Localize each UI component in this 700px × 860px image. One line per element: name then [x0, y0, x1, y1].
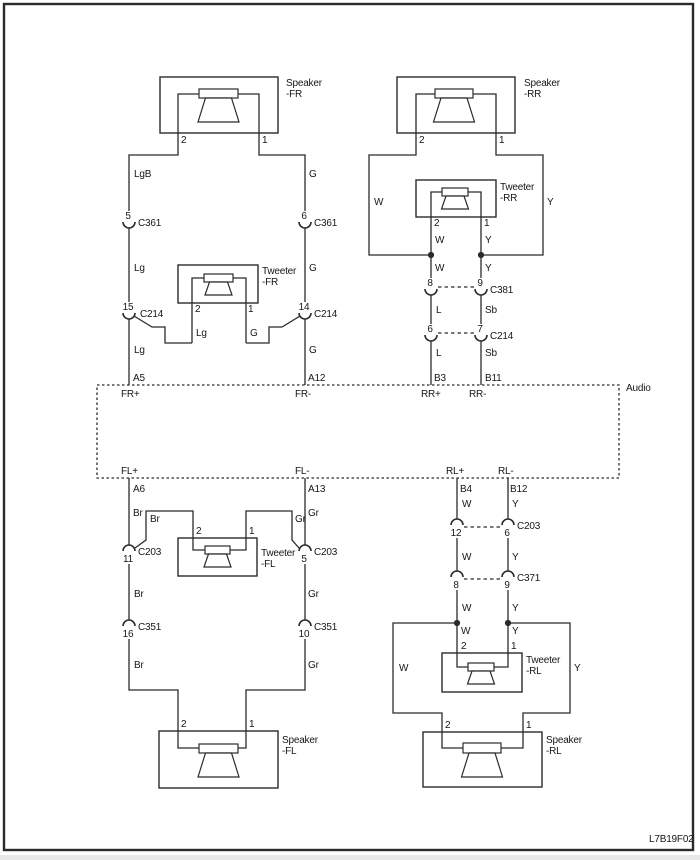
diagram-label: -FL [282, 746, 297, 757]
diagram-label: C381 [490, 285, 514, 296]
diagram-label: Y [547, 197, 554, 208]
wire [134, 316, 192, 343]
diagram-label: -RL [546, 746, 562, 757]
diagram-label: Lg [134, 263, 145, 274]
diagram-label: 2 [461, 641, 467, 652]
diagram-label: 8 [427, 278, 433, 289]
diagram-label: 6 [427, 324, 433, 335]
diagram-label: A13 [308, 484, 326, 495]
diagram-label: Audio [626, 383, 651, 394]
diagram-label: Gr [308, 660, 319, 671]
diagram-label: Tweeter [526, 655, 561, 666]
diagram-label: 1 [249, 719, 255, 730]
connector-arc [123, 313, 135, 319]
diagram-label: 1 [511, 641, 517, 652]
connector-arc [502, 571, 514, 577]
diagram-label: RL- [498, 466, 514, 477]
audio-unit-box [97, 385, 619, 478]
diagram-label: G [309, 345, 317, 356]
diagram-label: Speaker [524, 78, 560, 89]
diagram-label: RR+ [421, 389, 441, 400]
diagram-label: Lg [196, 328, 207, 339]
diagram-label: -RR [524, 89, 542, 100]
diagram-label: Tweeter [262, 266, 297, 277]
diagram-label: W [461, 626, 471, 637]
diagram-label: 2 [445, 720, 451, 731]
diagram-label: G [309, 169, 317, 180]
diagram-label: Tweeter [500, 182, 535, 193]
diagram-label: 14 [298, 302, 310, 313]
connector-arc [475, 289, 487, 295]
diagram-label: RR- [469, 389, 487, 400]
diagram-label: 7 [477, 324, 483, 335]
diagram-label: W [435, 263, 445, 274]
diagram-label: G [309, 263, 317, 274]
diagram-label: W [462, 552, 472, 563]
diagram-label: 9 [504, 580, 510, 591]
connector-arc [299, 313, 311, 319]
tweeter-rr-symbol-cone [442, 196, 469, 209]
diagram-label: C203 [314, 547, 338, 558]
connector-arc [475, 335, 487, 341]
diagram-label: Speaker [546, 735, 582, 746]
speaker-rl-symbol-cone [462, 753, 503, 777]
diagram-label: FL+ [121, 466, 138, 477]
connector-arc [123, 545, 135, 551]
diagram-label: 1 [249, 526, 255, 537]
diagram-label: A12 [308, 373, 326, 384]
diagram-label: LgB [134, 169, 152, 180]
tweeter-rl-symbol-cone [468, 671, 495, 684]
diagram-label: Speaker [286, 78, 322, 89]
diagram-label: Br [134, 589, 144, 600]
diagram-label: Lg [134, 345, 145, 356]
diagram-label: Y [512, 603, 519, 614]
diagram-label: 2 [195, 304, 201, 315]
connector-arc [123, 620, 135, 626]
diagram-label: Tweeter [261, 548, 296, 559]
diagram-label: 10 [298, 629, 310, 640]
diagram-label: W [399, 663, 409, 674]
diagram-label: 16 [122, 629, 134, 640]
diagram-label: 5 [125, 211, 131, 222]
diagram-label: -FR [286, 89, 303, 100]
diagram-label: L [436, 348, 442, 359]
diagram-label: 2 [181, 719, 187, 730]
diagram-label: -FL [261, 559, 276, 570]
diagram-label: 1 [248, 304, 254, 315]
diagram-label: 15 [122, 302, 134, 313]
diagram-label: W [462, 499, 472, 510]
connector-arc [123, 222, 135, 228]
diagram-label: Y [512, 552, 519, 563]
diagram-label: -RR [500, 193, 518, 204]
connector-arc [299, 545, 311, 551]
diagram-label: FR+ [121, 389, 140, 400]
tweeter-fr-symbol-magnet [204, 274, 233, 282]
diagram-label: Y [485, 235, 492, 246]
diagram-label: L [436, 305, 442, 316]
diagram-label: 1 [484, 218, 490, 229]
diagram-label: B4 [460, 484, 472, 495]
diagram-label: C203 [517, 521, 541, 532]
diagram-label: 8 [453, 580, 459, 591]
diagram-label: C203 [138, 547, 162, 558]
diagram-label: 2 [196, 526, 202, 537]
diagram-label: Y [485, 263, 492, 274]
junction-dot [454, 620, 460, 626]
diagram-label: Y [574, 663, 581, 674]
diagram-label: W [435, 235, 445, 246]
tweeter-rr-symbol-magnet [442, 188, 468, 196]
diagram-label: Br [150, 514, 160, 525]
diagram-label: Y [512, 626, 519, 637]
diagram-label: Br [133, 508, 143, 519]
diagram-label: 6 [301, 211, 307, 222]
tweeter-rl-symbol-magnet [468, 663, 494, 671]
diagram-label: B11 [485, 373, 502, 384]
diagram-label: 2 [419, 135, 425, 146]
connector-arc [299, 620, 311, 626]
diagram-label: C371 [517, 573, 541, 584]
diagram-label: FR- [295, 389, 312, 400]
diagram-label: Gr [308, 589, 319, 600]
connector-arc [502, 519, 514, 525]
speaker-fr-symbol-magnet [199, 89, 238, 98]
junction-dot [478, 252, 484, 258]
diagram-label: Br [134, 660, 144, 671]
diagram-label: Gr [308, 508, 319, 519]
diagram-label: 2 [181, 135, 187, 146]
diagram-label: -FR [262, 277, 279, 288]
diagram-label: W [462, 603, 472, 614]
connector-arc [451, 519, 463, 525]
diagram-label: 9 [477, 278, 483, 289]
junction-dot [505, 620, 511, 626]
diagram-label: 1 [526, 720, 532, 731]
diagram-label: 2 [434, 218, 440, 229]
page-border [4, 4, 693, 850]
diagram-label: FL- [295, 466, 310, 477]
diagram-label: C351 [314, 622, 338, 633]
diagram-label: RL+ [446, 466, 465, 477]
diagram-label: B12 [510, 484, 528, 495]
tweeter-fl-symbol-cone [204, 554, 231, 567]
connector-arc [425, 335, 437, 341]
speaker-rl-symbol-magnet [463, 743, 501, 753]
diagram-label: A5 [133, 373, 145, 384]
diagram-label: C214 [490, 331, 514, 342]
diagram-label: C361 [138, 218, 162, 229]
diagram-label: Gr [295, 514, 306, 525]
diagram-label: C214 [140, 309, 164, 320]
junction-dot [428, 252, 434, 258]
diagram-label: Speaker [282, 735, 318, 746]
connector-arc [451, 571, 463, 577]
diagram-label: Sb [485, 348, 497, 359]
diagram-label: 6 [504, 528, 510, 539]
diagram-label: -RL [526, 666, 542, 677]
diagram-label: C361 [314, 218, 338, 229]
diagram-label: 1 [262, 135, 268, 146]
diagram-label: W [374, 197, 384, 208]
diagram-label: C214 [314, 309, 338, 320]
tweeter-fl-symbol-magnet [205, 546, 230, 554]
speaker-rr-symbol-cone [434, 98, 475, 122]
diagram-label: 12 [450, 528, 462, 539]
diagram-label: A6 [133, 484, 145, 495]
diagram-label: 11 [123, 554, 133, 565]
speaker-fl-symbol-cone [198, 753, 239, 777]
tweeter-fr-symbol-cone [205, 282, 232, 295]
diagram-label: Y [512, 499, 519, 510]
diagram-label: L7B19F02 [649, 834, 694, 845]
diagram-label: Sb [485, 305, 497, 316]
connector-arc [299, 222, 311, 228]
speaker-rr-symbol-magnet [435, 89, 473, 98]
speaker-fl-symbol-magnet [199, 744, 238, 753]
diagram-label: G [250, 328, 258, 339]
speaker-fr-symbol-cone [198, 98, 239, 122]
diagram-label: C351 [138, 622, 162, 633]
diagram-label: 1 [499, 135, 505, 146]
diagram-label: B3 [434, 373, 446, 384]
connector-arc [425, 289, 437, 295]
diagram-label: 5 [301, 554, 307, 565]
